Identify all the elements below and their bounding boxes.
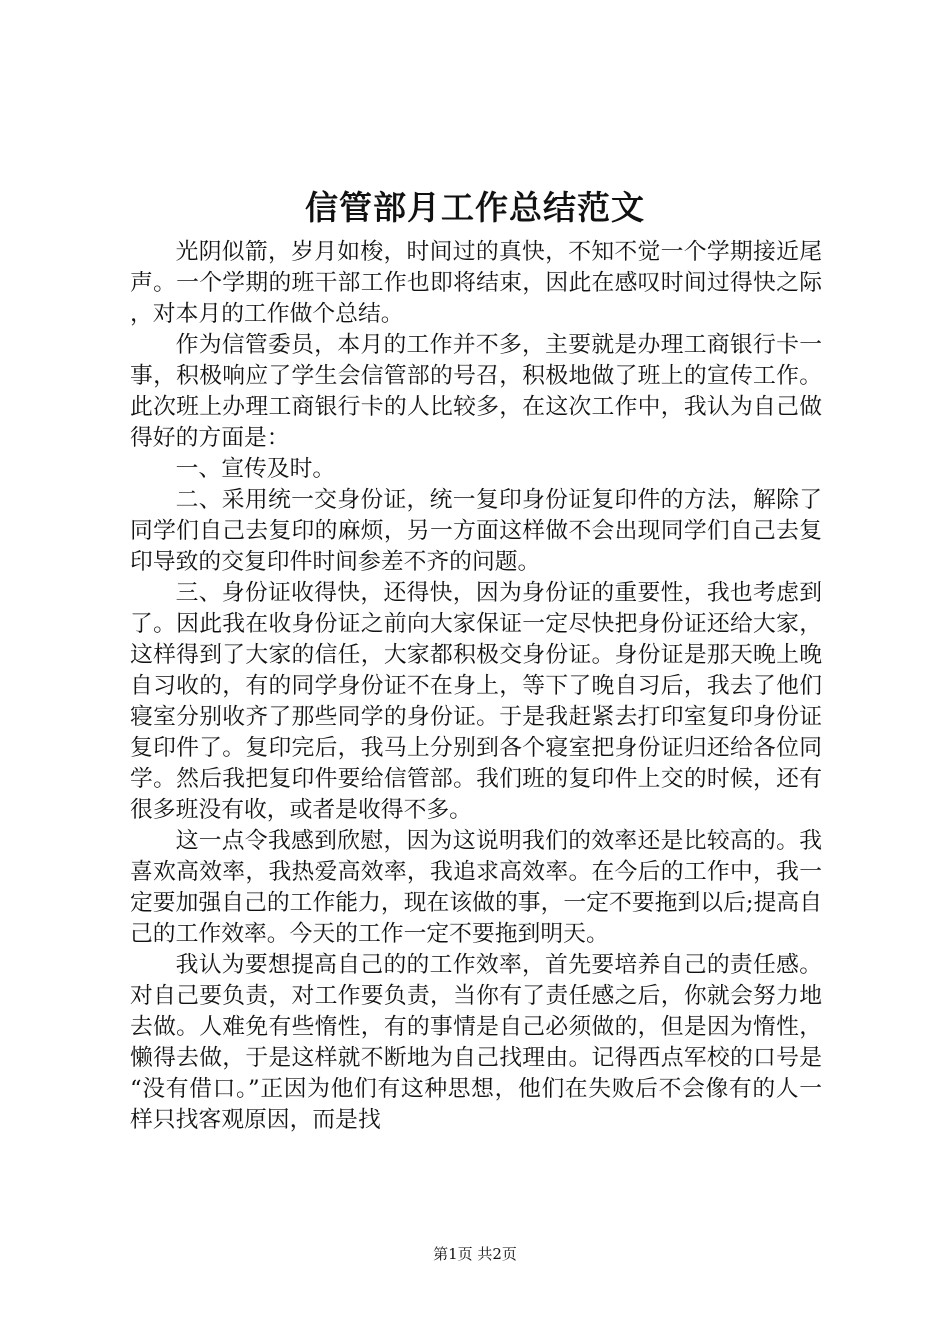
paragraph: 三、身份证收得快，还得快，因为身份证的重要性，我也考虑到了。因此我在收身份证之前向大家保证一定尽快把身份证还给大家，这样得到了大家的信任，大家都积极交身份证。身份证是那天晚上晚自习收的，有的同学身份证不在身上，等下了晚自习后，我去了他们寝室分别收齐了那些同学的身份证。于是我赶紧去打印室复印身份证复印件了。复印完后，我马上分别到各个寝室把身份证归还给各位同学。然后我把复印件要给信管部。我们班的复印件上交的时候，还有很多班没有收，或者是收得不多。 [130,580,822,823]
paragraph: 作为信管委员，本月的工作并不多，主要就是办理工商银行卡一事，积极响应了学生会信管部的号召，积极地做了班上的宣传工作。此次班上办理工商银行卡的人比较多，在这次工作中，我认为自己做得好的方面是： [130,332,822,451]
paragraph: 二、采用统一交身份证，统一复印身份证复印件的方法，解除了同学们自己去复印的麻烦，另一方面这样做不会出现同学们自己去复印导致的交复印件时间参差不齐的问题。 [130,487,822,575]
page-footer: 第1页 共2页 [433,1245,517,1263]
paragraph: 这一点令我感到欣慰，因为这说明我们的效率还是比较高的。我喜欢高效率，我热爱高效率，我追求高效率。在今后的工作中，我一定要加强自己的工作能力，现在该做的事，一定不要拖到以后;提高自己的工作效率。今天的工作一定不要拖到明天。 [130,828,822,947]
document-title: 信管部月工作总结范文 [305,188,645,227]
paragraph: 我认为要想提高自己的的工作效率，首先要培养自己的责任感。对自己要负责，对工作要负责，当你有了责任感之后，你就会努力地去做。人难免有些惰性，有的事情是自己必须做的，但是因为惰性，懒得去做，于是这样就不断地为自己找理由。记得西点军校的口号是“没有借口。”正因为他们有这种思想，他们在失败后不会像有的人一样只找客观原因，而是找 [130,952,822,1133]
paragraph: 一、宣传及时。 [175,456,336,482]
paragraph: 光阴似箭，岁月如梭，时间过的真快，不知不觉一个学期接近尾声。一个学期的班干部工作也即将结束，因此在感叹时间过得快之际，对本月的工作做个总结。 [130,239,822,327]
document-body [130,237,822,1136]
